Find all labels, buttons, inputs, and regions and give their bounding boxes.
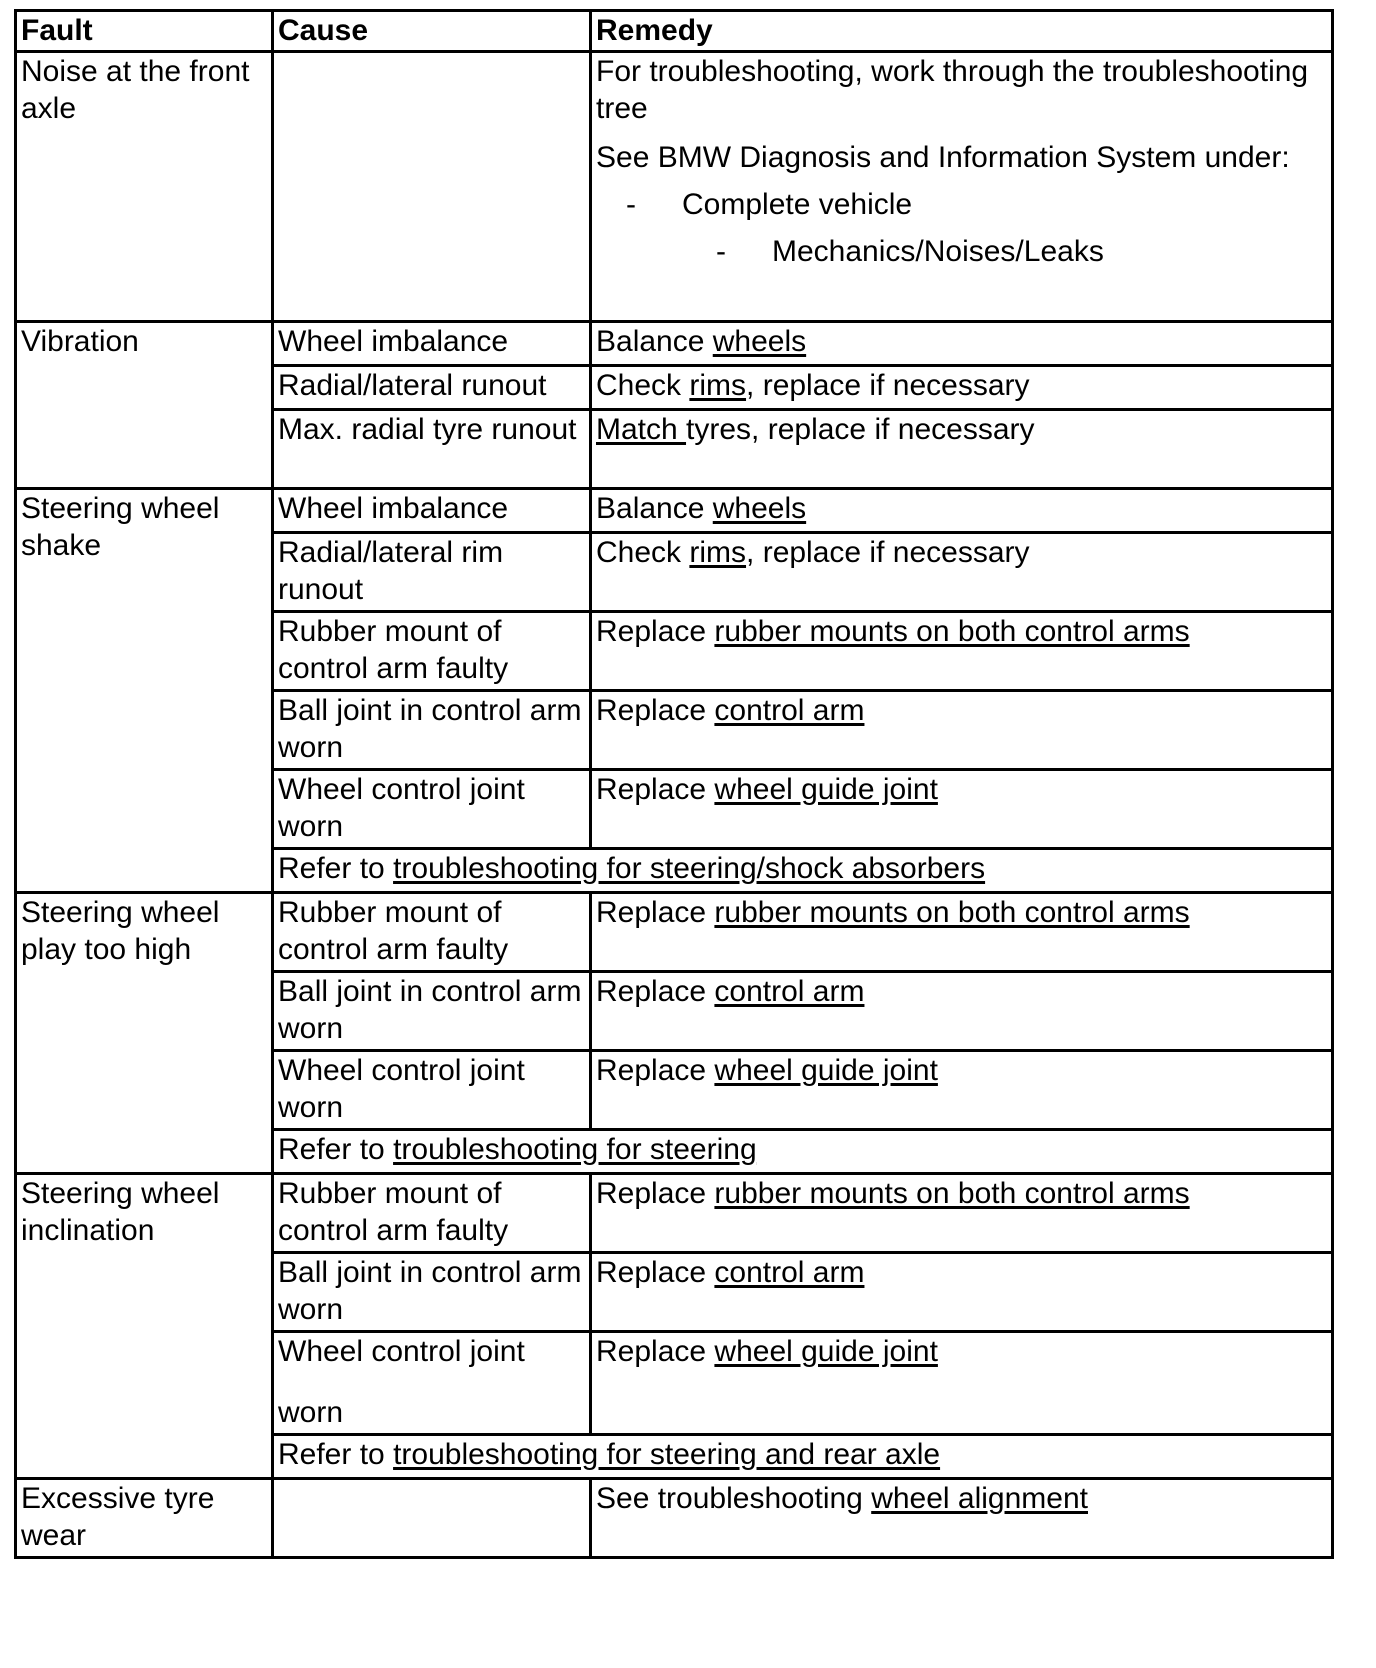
remedy-cell: Replace rubber mounts on both control arms (591, 893, 1333, 972)
cause-cell: Ball joint in control arm worn (273, 691, 591, 770)
refer-cell: Refer to troubleshooting for steering/shock absorbers (273, 849, 1333, 893)
troubleshooting-table (14, 9, 1334, 1559)
remedy-cell (591, 52, 1333, 322)
cause-cell: Radial/lateral rim runout (273, 533, 591, 612)
fault-cell: Steering wheel play too high (16, 893, 273, 1174)
remedy-text: See BMW Diagnosis and Information System under: (596, 141, 1290, 174)
remedy-cell: Match tyres, replace if necessary (591, 410, 1333, 489)
table-row (16, 52, 1333, 322)
remedy-text: For troubleshooting, work through the troubleshooting tree (596, 55, 1309, 125)
remedy-link[interactable]: rubber mounts on both control arms (714, 1177, 1190, 1210)
remedy-cell: Replace wheel guide joint (591, 1051, 1333, 1130)
refer-link[interactable]: troubleshooting for steering (393, 1133, 757, 1166)
remedy-link[interactable]: wheels (712, 492, 807, 525)
remedy-link[interactable]: rubber mounts on both control arms (714, 896, 1190, 929)
fault-cell: Noise at the front axle (16, 52, 273, 322)
remedy-link[interactable]: control arm (714, 694, 865, 727)
table-row (16, 322, 1333, 366)
cause-cell: Radial/lateral runout (273, 366, 591, 410)
cause-cell: Rubber mount of control arm faulty (273, 1174, 591, 1253)
remedy-cell: Replace wheel guide joint (591, 770, 1333, 849)
fault-cell: Vibration (16, 322, 273, 489)
remedy-cell: Check rims, replace if necessary (591, 366, 1333, 410)
cause-cell: Rubber mount of control arm faulty (273, 612, 591, 691)
remedy-cell: Replace control arm (591, 1253, 1333, 1332)
remedy-link[interactable]: rubber mounts on both control arms (714, 615, 1190, 648)
remedy-cell: Balance wheels (591, 322, 1333, 366)
table-row (16, 1174, 1333, 1253)
remedy-cell: Replace control arm (591, 691, 1333, 770)
cause-cell: Wheel control joint worn (273, 1332, 591, 1435)
remedy-link[interactable]: control arm (714, 975, 865, 1008)
remedy-cell: Replace rubber mounts on both control arms (591, 1174, 1333, 1253)
remedy-link[interactable]: Match (596, 413, 687, 446)
remedy-link[interactable]: wheel guide joint (714, 1335, 938, 1368)
refer-cell: Refer to troubleshooting for steering and rear axle (273, 1435, 1333, 1479)
remedy-link[interactable]: control arm (714, 1256, 865, 1289)
cause-cell: Rubber mount of control arm faulty (273, 893, 591, 972)
remedy-cell: See troubleshooting wheel alignment (591, 1479, 1333, 1558)
fault-cell: Steering wheel shake (16, 489, 273, 893)
header-fault: Fault (16, 11, 273, 52)
header-cause: Cause (273, 11, 591, 52)
table-row (16, 1479, 1333, 1558)
remedy-cell: Replace control arm (591, 972, 1333, 1051)
remedy-link[interactable]: rims (689, 369, 747, 402)
cause-cell (273, 52, 591, 322)
cause-cell: Wheel imbalance (273, 489, 591, 533)
refer-link[interactable]: troubleshooting for steering/shock absorbers (393, 852, 986, 885)
remedy-link[interactable]: wheels (712, 325, 807, 358)
remedy-link[interactable]: wheel guide joint (714, 1054, 938, 1087)
refer-link[interactable]: troubleshooting for steering and rear axle (393, 1438, 941, 1471)
table-row (16, 893, 1333, 972)
remedy-link[interactable]: wheel guide joint (714, 773, 938, 806)
fault-cell: Steering wheel inclination (16, 1174, 273, 1479)
bullet-item: - Mechanics/Noises/Leaks (716, 235, 1104, 268)
header-row (16, 11, 1333, 52)
cause-cell: Wheel imbalance (273, 322, 591, 366)
header-remedy: Remedy (591, 11, 1333, 52)
fault-cell: Excessive tyre wear (16, 1479, 273, 1558)
cause-cell: Ball joint in control arm worn (273, 1253, 591, 1332)
cause-cell: Wheel control joint worn (273, 1051, 591, 1130)
remedy-cell: Replace wheel guide joint (591, 1332, 1333, 1435)
bullet-item: - Complete vehicle (626, 188, 913, 221)
refer-cell: Refer to troubleshooting for steering (273, 1130, 1333, 1174)
cause-cell: Ball joint in control arm worn (273, 972, 591, 1051)
table-row (16, 489, 1333, 533)
remedy-link[interactable]: rims (689, 536, 747, 569)
cause-cell: Wheel control joint worn (273, 770, 591, 849)
cause-cell (273, 1479, 591, 1558)
remedy-cell: Balance wheels (591, 489, 1333, 533)
remedy-cell: Replace rubber mounts on both control arms (591, 612, 1333, 691)
cause-cell: Max. radial tyre runout (273, 410, 591, 489)
remedy-cell: Check rims, replace if necessary (591, 533, 1333, 612)
remedy-link[interactable]: wheel alignment (871, 1482, 1088, 1515)
